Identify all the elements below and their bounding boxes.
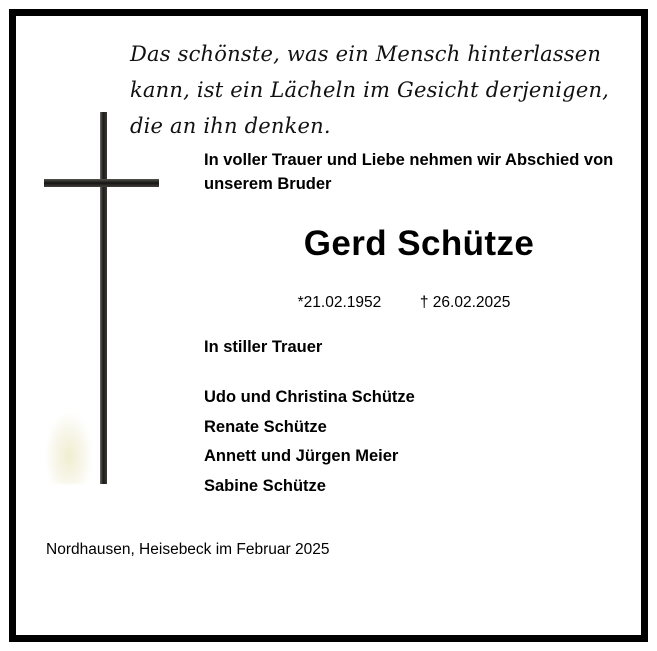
- poem-line-1: Das schönste, was ein Mensch hinterlassen: [130, 42, 602, 66]
- notice-content: [16, 16, 641, 635]
- poem-line-3: die an ihn denken.: [130, 114, 331, 138]
- list-item: Udo und Christina Schütze: [204, 388, 415, 406]
- announcement-line-2: unserem Bruder: [204, 175, 332, 193]
- mourners-list: [204, 383, 415, 501]
- cross-glow-decoration: [46, 414, 92, 484]
- announcement-line-1: In voller Trauer und Liebe nehmen wir Abschied von: [204, 151, 614, 169]
- cross-icon: [40, 94, 150, 494]
- mourning-heading: In stiller Trauer: [204, 338, 323, 356]
- death-date: † 26.02.2025: [419, 294, 511, 311]
- deceased-name: Gerd Schütze: [303, 224, 535, 263]
- life-dates: [204, 294, 604, 312]
- announcement-text: [204, 148, 634, 196]
- birth-date: *21.02.1952: [297, 294, 382, 311]
- list-item: Sabine Schütze: [204, 476, 326, 495]
- place-and-date: Nordhausen, Heisebeck im Februar 2025: [46, 541, 330, 558]
- list-item: Renate Schütze: [204, 417, 327, 436]
- memorial-poem: [130, 36, 610, 144]
- cross-horizontal-beam: [44, 179, 159, 187]
- cross-vertical-beam: [100, 112, 107, 484]
- list-item: Annett und Jürgen Meier: [204, 447, 399, 465]
- poem-line-2: kann, ist ein Lächeln im Gesicht derjenigen,: [130, 78, 610, 102]
